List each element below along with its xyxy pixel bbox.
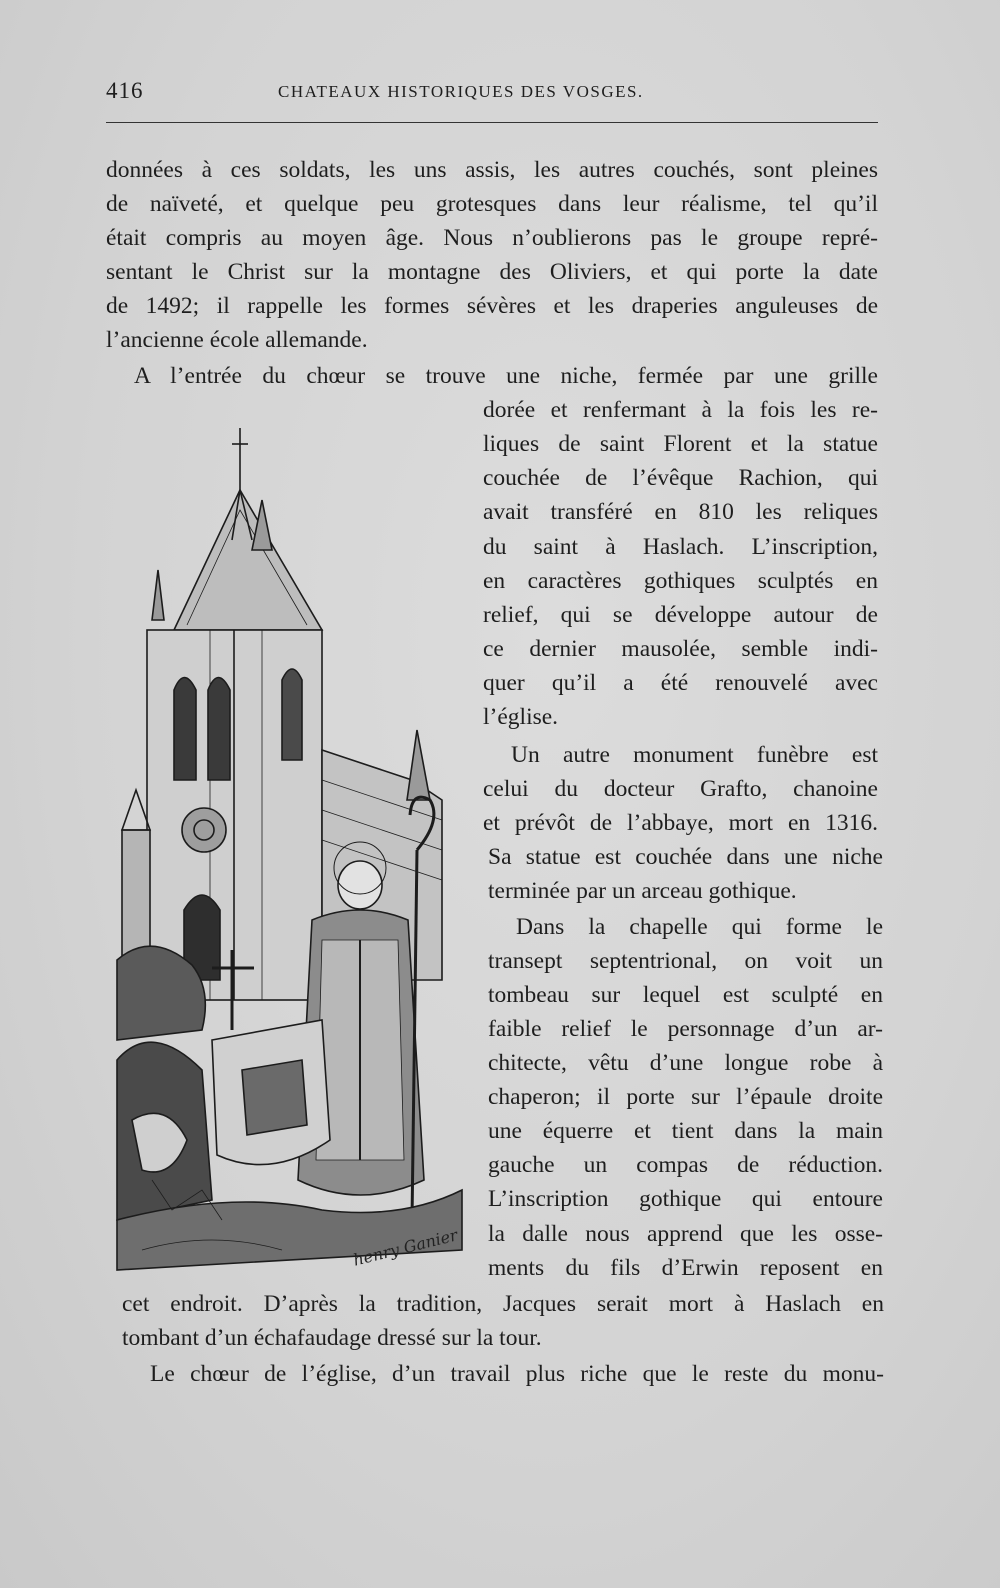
text-line: en caractères gothiques sculptés en: [483, 568, 878, 594]
text-line: faible relief le personnage d’un ar-: [488, 1016, 883, 1042]
text-line: tombeau sur lequel est sculpté en: [488, 982, 883, 1008]
text-line: celui du docteur Grafto, chanoine: [483, 776, 878, 802]
text-line: terminée par un arceau gothique.: [488, 878, 797, 904]
text-line: du saint à Haslach. L’inscription,: [483, 534, 878, 560]
text-line: avait transféré en 810 les reliques: [483, 499, 878, 525]
text-line: Dans la chapelle qui forme le: [516, 914, 883, 940]
text-line: sentant le Christ sur la montagne des Oliviers, et qui porte la date: [106, 259, 878, 285]
text-line: cet endroit. D’après la tradition, Jacques serait mort à Haslach en: [122, 1291, 884, 1317]
text-line: chaperon; il porte sur l’épaule droite: [488, 1084, 883, 1110]
text-line: l’église.: [483, 704, 559, 730]
text-line: gauche un compas de réduction.: [488, 1152, 883, 1178]
text-line: chitecte, vêtu d’une longue robe à: [488, 1050, 883, 1076]
text-line: transept septentrional, on voit un: [488, 948, 883, 974]
text-line: A l’entrée du chœur se trouve une niche, fermée par une grille: [134, 363, 878, 389]
text-line: ce dernier mausolée, semble indi-: [483, 636, 878, 662]
running-title: CHATEAUX HISTORIQUES DES VOSGES.: [278, 82, 644, 101]
artist-signature: henry Ganier: [351, 1225, 460, 1270]
text-line: Un autre monument funèbre est: [511, 742, 878, 768]
text-line: données à ces soldats, les uns assis, les autres couchés, sont pleines: [106, 157, 878, 183]
text-line: couchée de l’évêque Rachion, qui: [483, 465, 878, 491]
text-line: et prévôt de l’abbaye, mort en 1316.: [483, 810, 878, 836]
text-line: de naïveté, et quelque peu grotesques dans leur réalisme, tel qu’il: [106, 191, 878, 217]
text-line: dorée et renfermant à la fois les re-: [483, 397, 878, 423]
text-line: L’inscription gothique qui entoure: [488, 1186, 883, 1212]
text-line: l’ancienne école allemande.: [106, 327, 368, 353]
page-number: 416: [106, 78, 144, 103]
text-line: ments du fils d’Erwin reposent en: [488, 1255, 883, 1281]
text-line: Le chœur de l’église, d’un travail plus riche que le reste du monu-: [150, 1361, 884, 1387]
text-line: une équerre et tient dans la main: [488, 1118, 883, 1144]
page-header: [106, 78, 878, 108]
church-bishop-illustration: [112, 420, 474, 1290]
text-line: quer qu’il a été renouvelé avec: [483, 670, 878, 696]
text-line: était compris au moyen âge. Nous n’oublierons pas le groupe repré-: [106, 225, 878, 251]
header-rule: [106, 122, 878, 123]
text-line: liques de saint Florent et la statue: [483, 431, 878, 457]
text-line: la dalle nous apprend que les osse-: [488, 1221, 883, 1247]
text-line: de 1492; il rappelle les formes sévères et les draperies anguleuses de: [106, 293, 878, 319]
text-line: relief, qui se développe autour de: [483, 602, 878, 628]
engraving-drawing: [112, 420, 474, 1290]
text-line: Sa statue est couchée dans une niche: [488, 844, 883, 870]
text-line: tombant d’un échafaudage dressé sur la tour.: [122, 1325, 542, 1351]
